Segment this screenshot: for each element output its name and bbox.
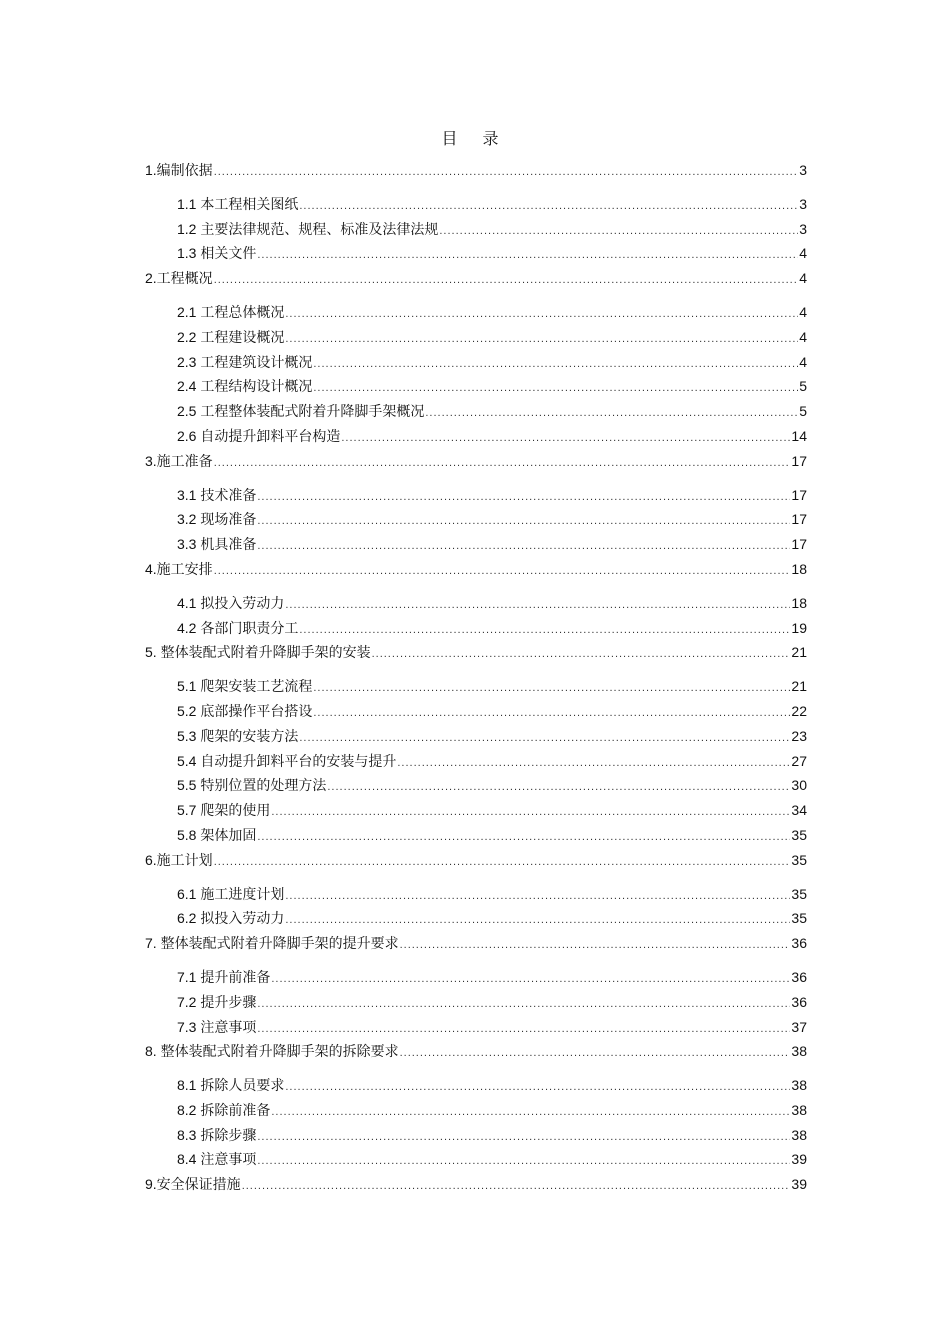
toc-section-entry[interactable] [145,350,807,375]
toc-entry-title: 4.1 拟投入劳动力 [177,594,285,611]
toc-entry-title: 5.7 爬架的使用 [177,802,271,819]
toc-section-entry[interactable] [145,325,807,350]
toc-dot-leader [299,194,798,219]
toc-section-entry[interactable] [145,1073,807,1098]
toc-section-entry[interactable] [145,1147,807,1172]
toc-page-number: 4 [799,303,807,320]
toc-page-number: 35 [791,851,807,868]
toc-page-number: 35 [791,910,807,927]
toc-page-number: 38 [791,1043,807,1060]
toc-page-number: 4 [799,328,807,345]
toc-chapter-entry[interactable] [145,931,807,956]
toc-entry-title: 8.4 注意事项 [177,1151,257,1168]
toc-page-number: 35 [791,885,807,902]
toc-dot-leader [341,426,790,451]
toc-dot-leader [285,593,790,618]
toc-entry-title: 1.3 相关文件 [177,245,257,262]
toc-dot-leader [299,618,790,643]
toc-entry-title: 3.3 机具准备 [177,536,257,553]
toc-entry-title: 5.5 特别位置的处理方法 [177,777,327,794]
toc-dot-leader [257,1149,790,1174]
toc-entry-title: 2.6 自动提升卸料平台构造 [177,427,341,444]
toc-page-number: 17 [791,536,807,553]
toc-section-entry[interactable] [145,724,807,749]
toc-entry-title: 7.1 提升前准备 [177,968,271,985]
toc-page-number: 36 [791,935,807,952]
toc-entry-title: 3.1 技术准备 [177,486,257,503]
toc-entry-title: 2.5 工程整体装配式附着升降脚手架概况 [177,403,425,420]
toc-entry-title: 3.2 现场准备 [177,511,257,528]
toc-page-number: 39 [791,1151,807,1168]
toc-entry-title: 8.2 拆除前准备 [177,1101,271,1118]
toc-page-number: 36 [791,993,807,1010]
toc-dot-leader [285,908,790,933]
toc-entry-title: 5.8 架体加固 [177,826,257,843]
toc-section-entry[interactable] [145,192,807,217]
toc-entry-title: 2.2 工程建设概况 [177,328,285,345]
toc-dot-leader [271,800,790,825]
toc-section-entry[interactable] [145,749,807,774]
toc-entry-title: 3.施工准备 [145,452,213,469]
toc-page-number: 22 [791,702,807,719]
toc-dot-leader [313,676,790,701]
toc-chapter-entry[interactable] [145,848,807,873]
toc-section-entry[interactable] [145,773,807,798]
toc-section-entry[interactable] [145,483,807,508]
toc-dot-leader [439,219,798,244]
toc-section-entry[interactable] [145,591,807,616]
toc-dot-leader [372,642,791,667]
toc-dot-leader [257,243,798,268]
toc-title: 目 录 [441,129,509,148]
toc-page-number: 3 [799,220,807,237]
toc-entry-title: 8.3 拆除步骤 [177,1126,257,1143]
toc-entry-title: 5. 整体装配式附着升降脚手架的安装 [145,644,371,661]
toc-dot-leader [400,933,791,958]
toc-section-entry[interactable] [145,616,807,641]
toc-entry-title: 1.编制依据 [145,162,213,178]
toc-page-number: 14 [791,427,807,444]
toc-page-number: 35 [791,826,807,843]
toc-entry-title: 2.3 工程建筑设计概况 [177,353,313,370]
toc-dot-leader [285,884,790,909]
toc-chapter-entry[interactable] [145,449,807,474]
toc-chapter-entry[interactable] [145,640,807,665]
toc-dot-leader [214,559,791,584]
toc-section-entry[interactable] [145,882,807,907]
toc-entry-title: 5.4 自动提升卸料平台的安装与提升 [177,752,397,769]
toc-page-number: 38 [791,1101,807,1118]
toc-page-number: 3 [799,195,807,212]
toc-entry-title: 5.2 底部操作平台搭设 [177,702,313,719]
toc-section-entry[interactable] [145,374,807,399]
toc-section-entry[interactable] [145,674,807,699]
toc-entry-title: 7. 整体装配式附着升降脚手架的提升要求 [145,935,399,952]
toc-dot-leader [214,160,799,185]
toc-entry-title: 6.施工计划 [145,851,213,868]
toc-chapter-entry[interactable] [145,1039,807,1064]
toc-dot-leader [257,1125,790,1150]
toc-section-entry[interactable] [145,217,807,242]
toc-section-entry[interactable] [145,965,807,990]
toc-section-entry[interactable] [145,300,807,325]
toc-page-number: 39 [791,1176,807,1193]
toc-entry-title: 2.1 工程总体概况 [177,303,285,320]
toc-dot-leader [313,701,790,726]
toc-page-number: 17 [791,486,807,503]
toc-dot-leader [425,401,798,426]
toc-page-number: 5 [799,403,807,420]
toc-entry-title: 2.工程概况 [145,270,213,287]
toc-page-number: 36 [791,968,807,985]
toc-dot-leader [313,376,798,401]
toc-page-number: 17 [791,511,807,528]
toc-dot-leader [285,1075,790,1100]
toc-page-number: 3 [799,162,807,178]
toc-dot-leader [214,850,791,875]
toc-entry-title: 7.2 提升步骤 [177,993,257,1010]
toc-section-entry[interactable] [145,1015,807,1040]
toc-dot-leader [327,775,790,800]
toc-page-number: 4 [799,353,807,370]
toc-section-entry[interactable] [145,990,807,1015]
toc-entry-title: 6.2 拟投入劳动力 [177,910,285,927]
toc-dot-leader [271,967,790,992]
toc-section-entry[interactable] [145,399,807,424]
toc-dot-leader [313,352,798,377]
toc-dot-leader [257,509,790,534]
toc-dot-leader [257,825,790,850]
toc-section-entry[interactable] [145,241,807,266]
toc-dot-leader [397,751,790,776]
toc-chapter-entry[interactable] [145,1172,807,1197]
toc-chapter-entry[interactable] [145,266,807,291]
toc-dot-leader [257,534,790,559]
toc-section-entry[interactable] [145,798,807,823]
toc-section-entry[interactable] [145,906,807,931]
toc-chapter-entry[interactable] [145,158,807,183]
toc-chapter-entry[interactable] [145,557,807,582]
toc-dot-leader [214,268,799,293]
toc-section-entry[interactable] [145,1098,807,1123]
toc-entry-title: 8.1 拆除人员要求 [177,1077,285,1094]
toc-page-number: 38 [791,1126,807,1143]
toc-page-number: 17 [791,452,807,469]
toc-dot-leader [400,1041,791,1066]
toc-entry-title: 5.1 爬架安装工艺流程 [177,678,313,695]
toc-page-number: 34 [791,802,807,819]
toc-page-number: 5 [799,378,807,395]
toc-page-number: 18 [791,560,807,577]
toc-section-entry[interactable] [145,699,807,724]
toc-section-entry[interactable] [145,823,807,848]
toc-dot-leader [285,302,798,327]
toc-page-number: 23 [791,727,807,744]
toc-entry-title: 5.3 爬架的安装方法 [177,727,299,744]
toc-page-number: 21 [791,644,807,661]
toc-entry-title: 7.3 注意事项 [177,1018,257,1035]
toc-page-number: 19 [791,619,807,636]
toc-entry-title: 4.施工安排 [145,560,213,577]
toc-entry-title: 6.1 施工进度计划 [177,885,285,902]
toc-dot-leader [257,1017,790,1042]
toc-page-number: 4 [799,245,807,262]
toc-entry-title: 1.2 主要法律规范、规程、标准及法律法规 [177,220,439,237]
toc-entry-title: 4.2 各部门职责分工 [177,619,299,636]
toc-page-number: 18 [791,594,807,611]
toc-section-entry[interactable] [145,507,807,532]
toc-entry-title: 2.4 工程结构设计概况 [177,378,313,395]
toc-dot-leader [299,726,790,751]
toc-entry-title: 1.1 本工程相关图纸 [177,195,299,212]
toc-entry-title: 9.安全保证措施 [145,1176,241,1193]
toc-dot-leader [257,992,790,1017]
toc-section-entry[interactable] [145,424,807,449]
toc-dot-leader [257,485,790,510]
toc-page-number: 21 [791,678,807,695]
toc-dot-leader [242,1174,791,1199]
toc-section-entry[interactable] [145,532,807,557]
toc-dot-leader [285,327,798,352]
toc-section-entry[interactable] [145,1123,807,1148]
toc-entry-title: 8. 整体装配式附着升降脚手架的拆除要求 [145,1043,399,1060]
toc-page-number: 38 [791,1077,807,1094]
toc-page-number: 30 [791,777,807,794]
toc-page-number: 27 [791,752,807,769]
toc-dot-leader [214,451,791,476]
toc-page-number: 37 [791,1018,807,1035]
toc-page-number: 4 [799,270,807,287]
table-of-contents [145,158,807,1197]
toc-dot-leader [271,1100,790,1125]
